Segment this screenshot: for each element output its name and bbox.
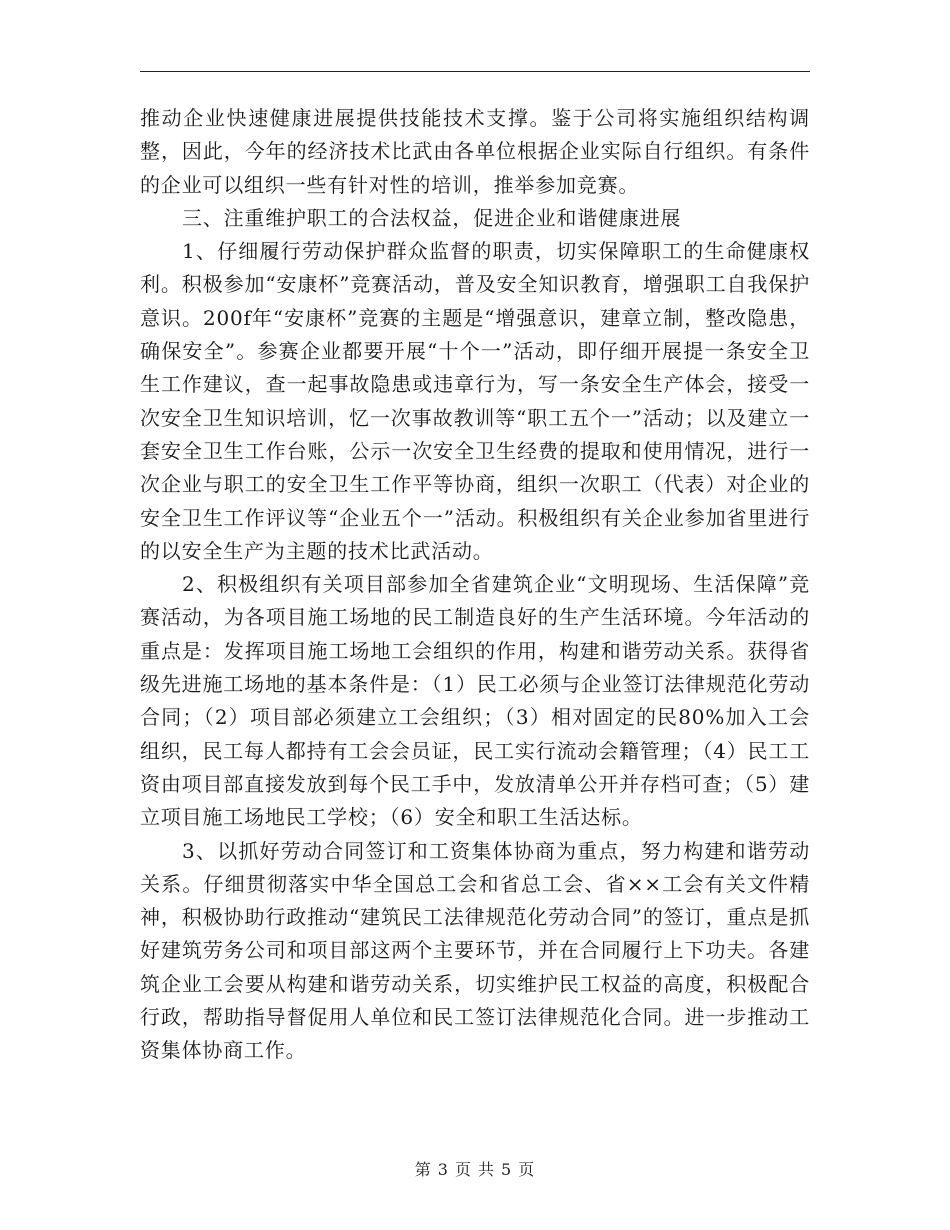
paragraph-item-2: 2、积极组织有关项目部参加全省建筑企业“文明现场、生活保障”竞赛活动，为各项目施工场地的民工制造良好的生产生活环境。今年活动的重点是：发挥项目施工场地工会组织的作用，构建和谐劳动关系。获得省级先进施工场地的基本条件是：（1）民工必须与企业签订法律规范化劳动合同；（2）项目部必须建立工会组织；（3）相对固定的民80%加入工会组织，民工每人都持有工会会员证，民工实行流动会籍管理；（4）民工工资由项目部直接发放到每个民工手中，发放清单公开并存档可查；（5）建立项目施工场地民工学校；（6）安全和职工生活达标。	[140, 572, 810, 830]
footer-suffix: 页	[518, 1160, 536, 1179]
paragraph-item-3: 3、以抓好劳动合同签订和工资集体协商为重点，努力构建和谐劳动关系。仔细贯彻落实中华全国总工会和省总工会、省××工会有关文件精神，积极协助行政推动“建筑民工法律规范化劳动合同”的签订，重点是抓好建筑劳务公司和项目部这两个主要环节，并在合同履行上下功夫。各建筑企业工会要从构建和谐劳动关系，切实维护民工权益的高度，积极配合行政，帮助指导督促用人单位和民工签订法律规范化合同。进一步推动工资集体协商工作。	[140, 838, 810, 1063]
footer-current-page: 3	[437, 1160, 449, 1179]
footer-total-pages: 5	[501, 1160, 513, 1179]
footer-middle: 页 共	[454, 1160, 496, 1179]
header-divider	[140, 71, 810, 72]
section-heading: 三、注重维护职工的合法权益，促进企业和谐健康进展	[182, 205, 682, 230]
document-body	[140, 102, 810, 1068]
footer-prefix: 第	[414, 1160, 432, 1179]
paragraph-item-1: 1、仔细履行劳动保护群众监督的职责，切实保障职工的生命健康权利。积极参加“安康杯”竞赛活动，普及安全知识教育，增强职工自我保护意识。200f年“安康杯”竞赛的主题是“增强意识，建章立制，整改隐患，确保安全”。参赛企业都要开展“十个一”活动，即仔细开展提一条安全卫生工作建议，查一起事故隐患或违章行为，写一条安全生产体会，接受一次安全卫生知识培训，忆一次事故教训等“职工五个一”活动；以及建立一套安全卫生工作台账，公示一次安全卫生经费的提取和使用情况，进行一次企业与职工的安全卫生工作平等协商，组织一次职工（代表）对企业的安全卫生工作评议等“企业五个一”活动。积极组织有关企业参加省里进行的以安全生产为主题的技术比武活动。	[140, 239, 810, 563]
paragraph-continuation: 推动企业快速健康进展提供技能技术支撑。鉴于公司将实施组织结构调整，因此，今年的经济技术比武由各单位根据企业实际自行组织。有条件的企业可以组织一些有针对性的培训，推举参加竞赛。	[140, 106, 810, 197]
page-footer	[0, 1157, 950, 1180]
